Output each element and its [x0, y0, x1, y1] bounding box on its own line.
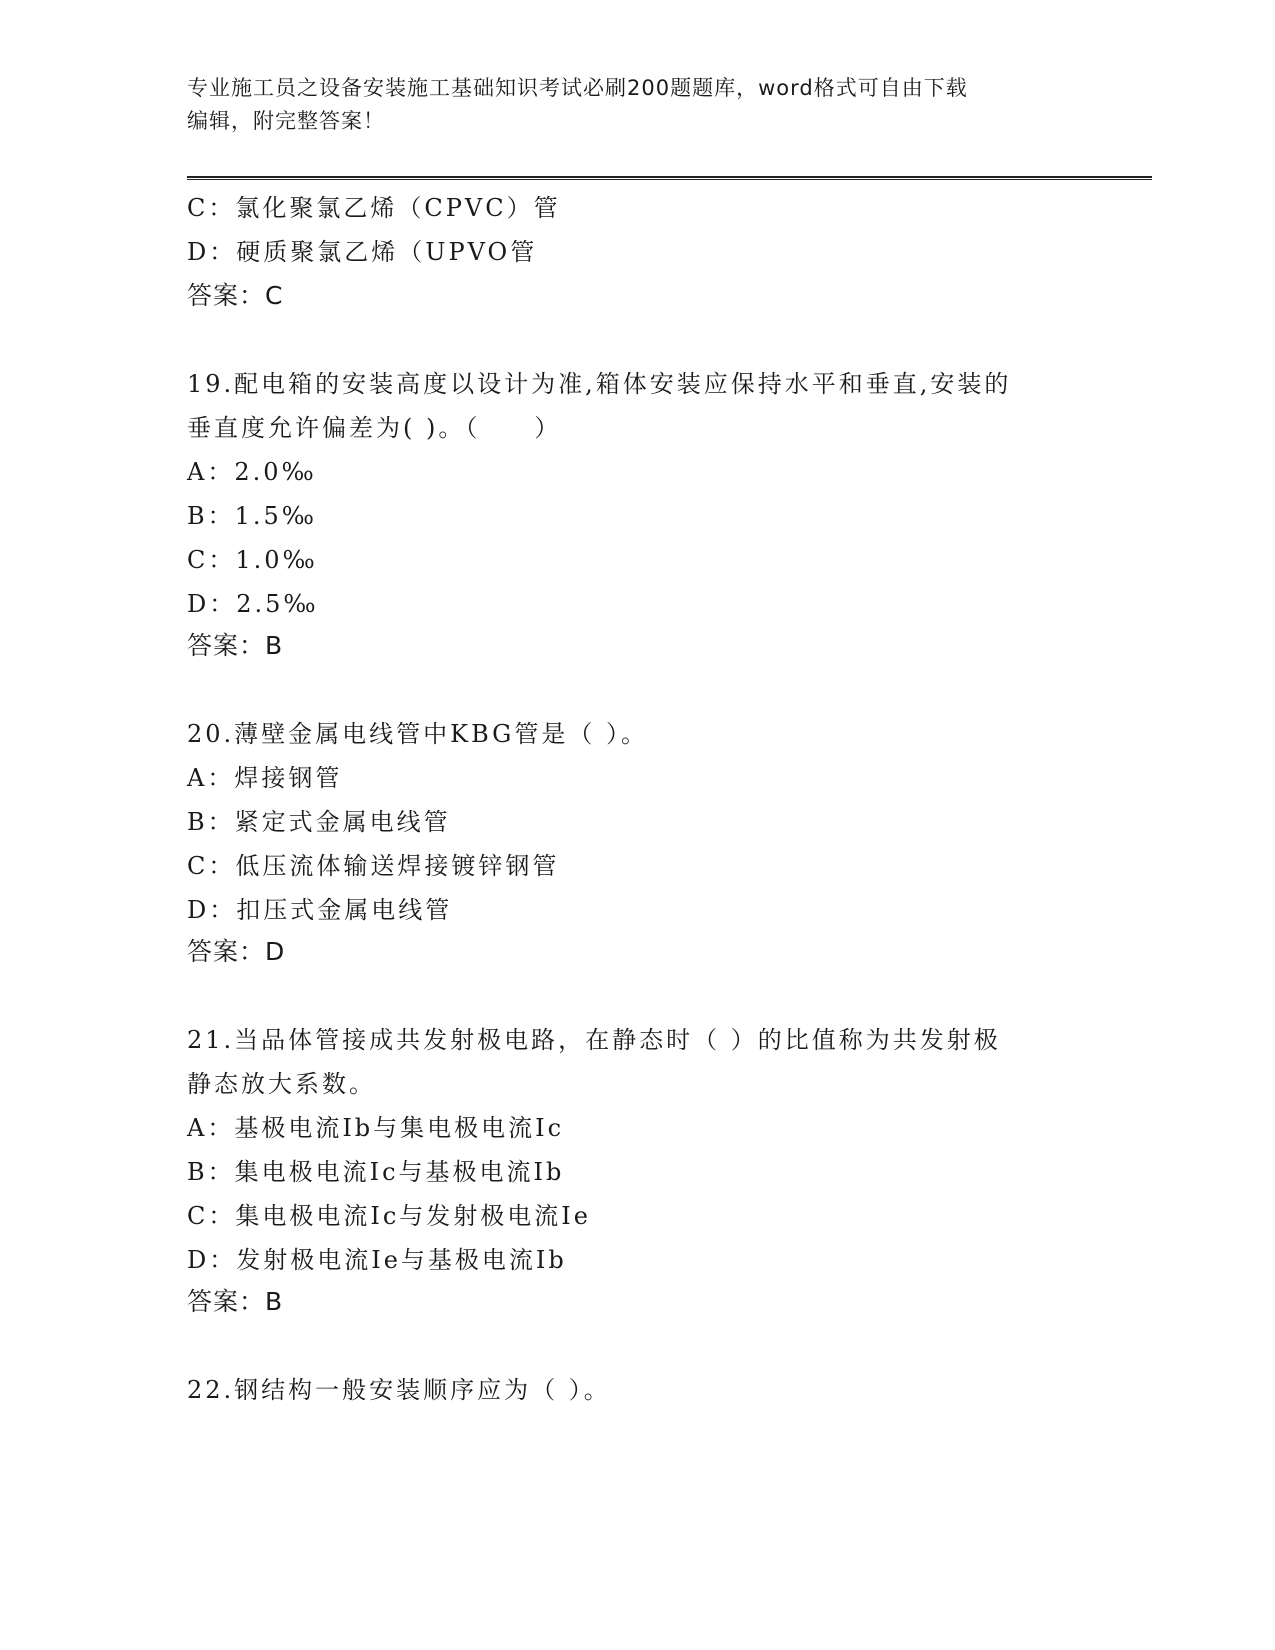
question-19-option-b: B：1.5‰ — [187, 502, 318, 530]
option-c: C：氯化聚氯乙烯（CPVC）管 — [187, 194, 561, 222]
question-20-option-a: A：焊接钢管 — [187, 764, 343, 792]
question-19-answer: 答案：B — [187, 631, 284, 660]
header-divider — [187, 176, 1152, 180]
question-21-option-c: C：集电极电流Ic与发射极电流Ie — [187, 1202, 591, 1230]
question-21-option-b: B：集电极电流Ic与基极电流Ib — [187, 1158, 565, 1186]
question-20-option-c: C：低压流体输送焊接镀锌钢管 — [187, 852, 560, 880]
question-21-stem-1: 21.当品体管接成共发射极电路，在静态时（ ）的比值称为共发射极 — [187, 1026, 1001, 1054]
document-header — [187, 72, 1087, 138]
question-19-option-d: D：2.5‰ — [187, 590, 319, 618]
question-20-option-b: B：紧定式金属电线管 — [187, 808, 451, 836]
question-20-answer: 答案：D — [187, 937, 286, 966]
option-d: D：硬质聚氯乙烯（UPVO管 — [187, 238, 538, 266]
question-19-option-c: C：1.0‰ — [187, 546, 318, 574]
question-21-stem-2: 静态放大系数。 — [187, 1070, 376, 1098]
header-line-2: 编辑，附完整答案！ — [187, 109, 385, 133]
question-22-stem: 22.钢结构一般安装顺序应为（ ）。 — [187, 1376, 611, 1404]
header-line-1: 专业施工员之设备安装施工基础知识考试必刷200题题库，word格式可自由下载 — [187, 76, 968, 100]
question-19-stem-1: 19.配电箱的安装高度以设计为准,箱体安装应保持水平和垂直,安装的 — [187, 370, 1012, 398]
question-21-answer: 答案：B — [187, 1287, 284, 1316]
question-19-stem-2: 垂直度允许偏差为( )。（ ） — [187, 414, 562, 442]
question-19-option-a: A：2.0‰ — [187, 458, 317, 486]
question-21-option-a: A：基极电流Ib与集电极电流Ic — [187, 1114, 565, 1142]
answer-line: 答案：C — [187, 281, 284, 310]
question-20-stem: 20.薄壁金属电线管中KBG管是（ ）。 — [187, 720, 648, 748]
question-20-option-d: D：扣压式金属电线管 — [187, 896, 453, 924]
question-21-option-d: D：发射极电流Ie与基极电流Ib — [187, 1246, 567, 1274]
